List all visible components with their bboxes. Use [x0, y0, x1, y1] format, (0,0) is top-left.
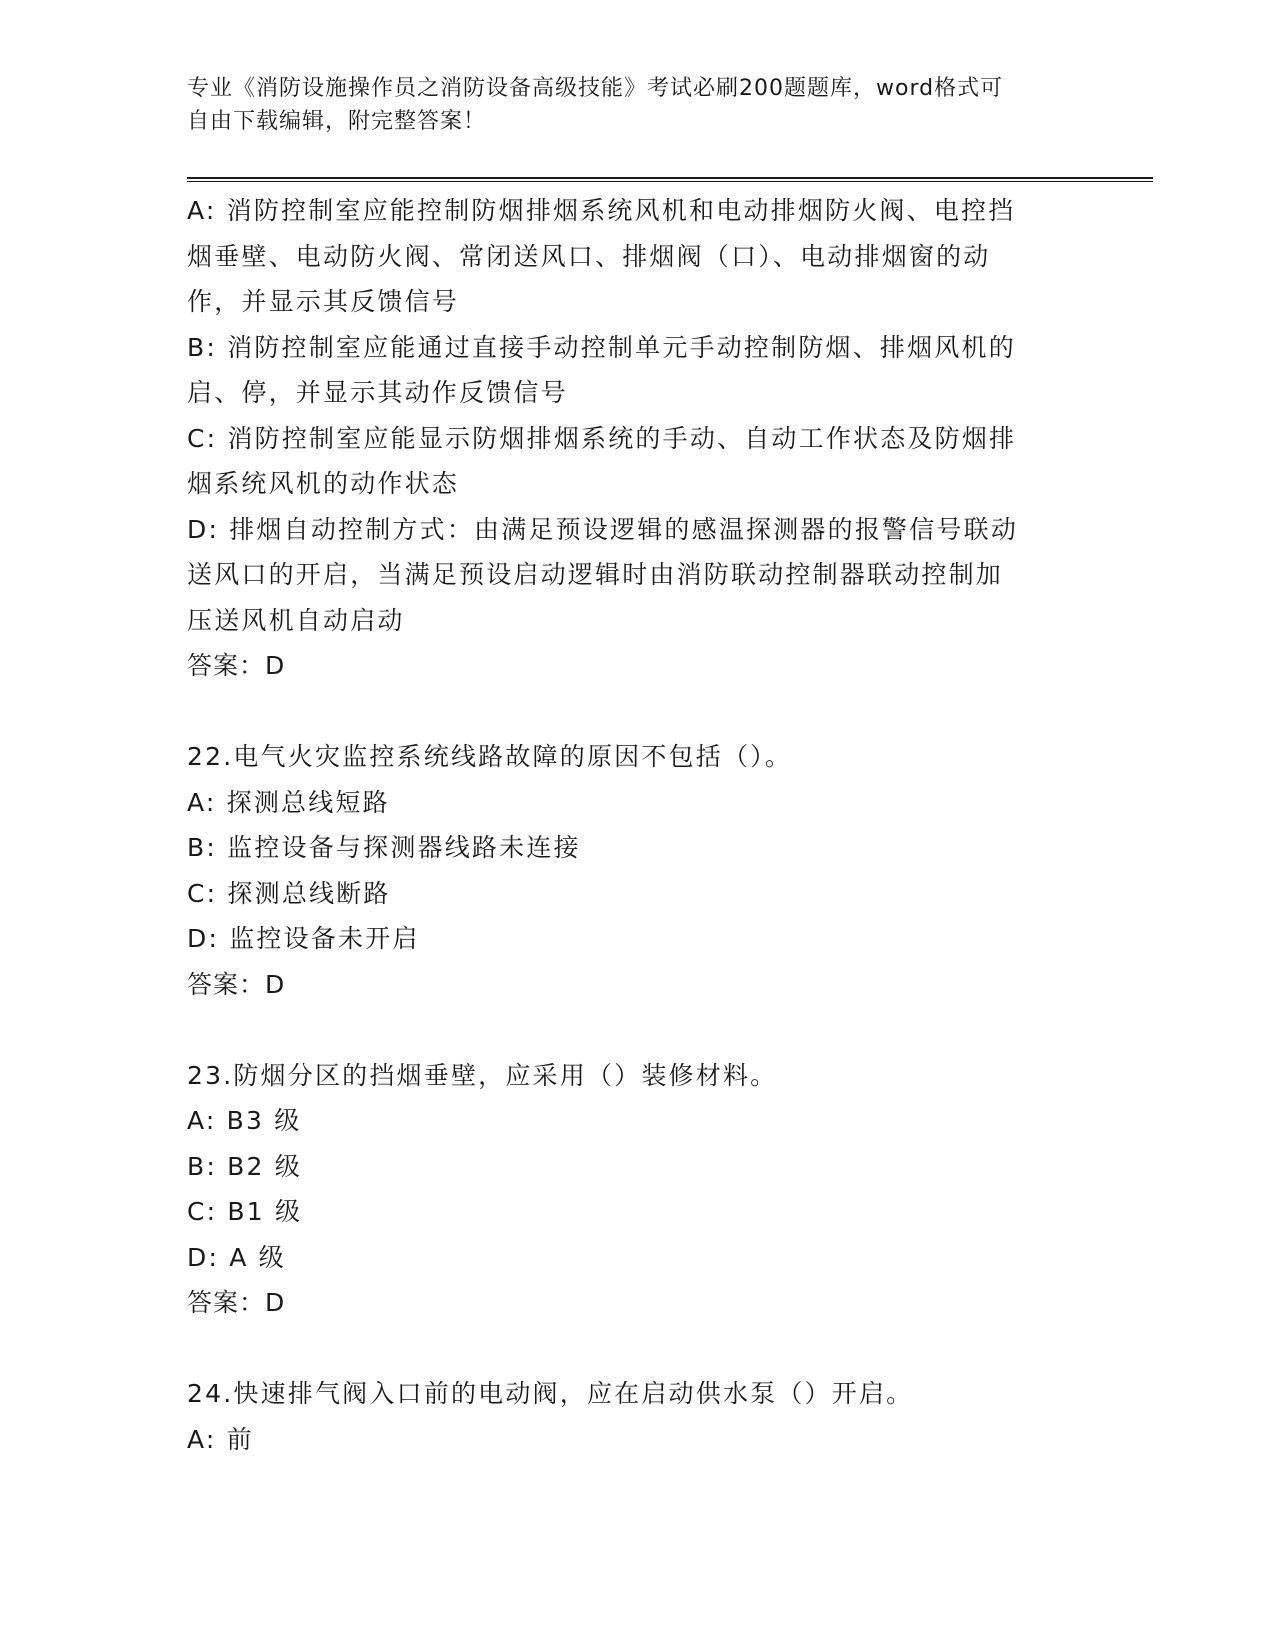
answer-21: 答案：D	[187, 651, 286, 680]
option-a-line-3: 作，并显示其反馈信号	[187, 287, 460, 316]
question-23	[187, 1053, 1087, 1326]
option-d-line-3: 压送风机自动启动	[187, 605, 405, 635]
spacer	[187, 689, 1087, 735]
question-21	[187, 188, 1087, 689]
question-23-option-c: C: B1 级	[187, 1197, 303, 1226]
question-23-option-b: B: B2 级	[187, 1151, 302, 1181]
question-22-option-b: B: 监控设备与探测器线路未连接	[187, 833, 581, 862]
option-a-line-2: 烟垂壁、电动防火阀、常闭送风口、排烟阀（口）、电动排烟窗的动	[187, 241, 991, 271]
spacer	[187, 1007, 1087, 1053]
question-23-option-d: D: A 级	[187, 1242, 286, 1272]
question-22-option-c: C: 探测总线断路	[187, 878, 391, 908]
question-22-stem: 22.电气火灾监控系统线路故障的原因不包括（）。	[187, 742, 793, 771]
option-b-line-2: 启、停，并显示其动作反馈信号	[187, 378, 568, 407]
question-24-option-a: A: 前	[187, 1424, 254, 1454]
option-c-line-1: C: 消防控制室应能显示防烟排烟系统的手动、自动工作状态及防烟排	[187, 423, 1017, 453]
question-22-option-d: D: 监控设备未开启	[187, 924, 420, 953]
header-divider	[187, 177, 1153, 182]
option-d-line-2: 送风口的开启，当满足预设启动逻辑时由消防联动控制器联动控制加	[187, 560, 1004, 589]
document-header	[187, 72, 1067, 138]
question-24-stem: 24.快速排气阀入口前的电动阀，应在启动供水泵（）开启。	[187, 1379, 914, 1408]
option-a-line-1: A: 消防控制室应能控制防烟排烟系统风机和电动排烟防火阀、电控挡	[187, 196, 1016, 225]
header-line-1: 专业《消防设施操作员之消防设备高级技能》考试必刷200题题库，word格式可	[187, 76, 1004, 101]
question-22-option-a: A: 探测总线短路	[187, 787, 390, 817]
spacer	[187, 1326, 1087, 1372]
question-23-option-a: A: B3 级	[187, 1106, 302, 1135]
option-c-line-2: 烟系统风机的动作状态	[187, 469, 460, 498]
answer-23: 答案：D	[187, 1288, 286, 1317]
option-d-line-1: D: 排烟自动控制方式：由满足预设逻辑的感温探测器的报警信号联动	[187, 514, 1019, 544]
question-23-stem: 23.防烟分区的挡烟垂壁，应采用（）装修材料。	[187, 1060, 778, 1090]
question-22	[187, 734, 1087, 1007]
option-b-line-1: B: 消防控制室应能通过直接手动控制单元手动控制防烟、排烟风机的	[187, 332, 1016, 362]
answer-22: 答案：D	[187, 969, 286, 999]
question-list	[187, 188, 1087, 1462]
header-line-2: 自由下载编辑，附完整答案！	[187, 109, 487, 134]
question-24	[187, 1371, 1087, 1462]
